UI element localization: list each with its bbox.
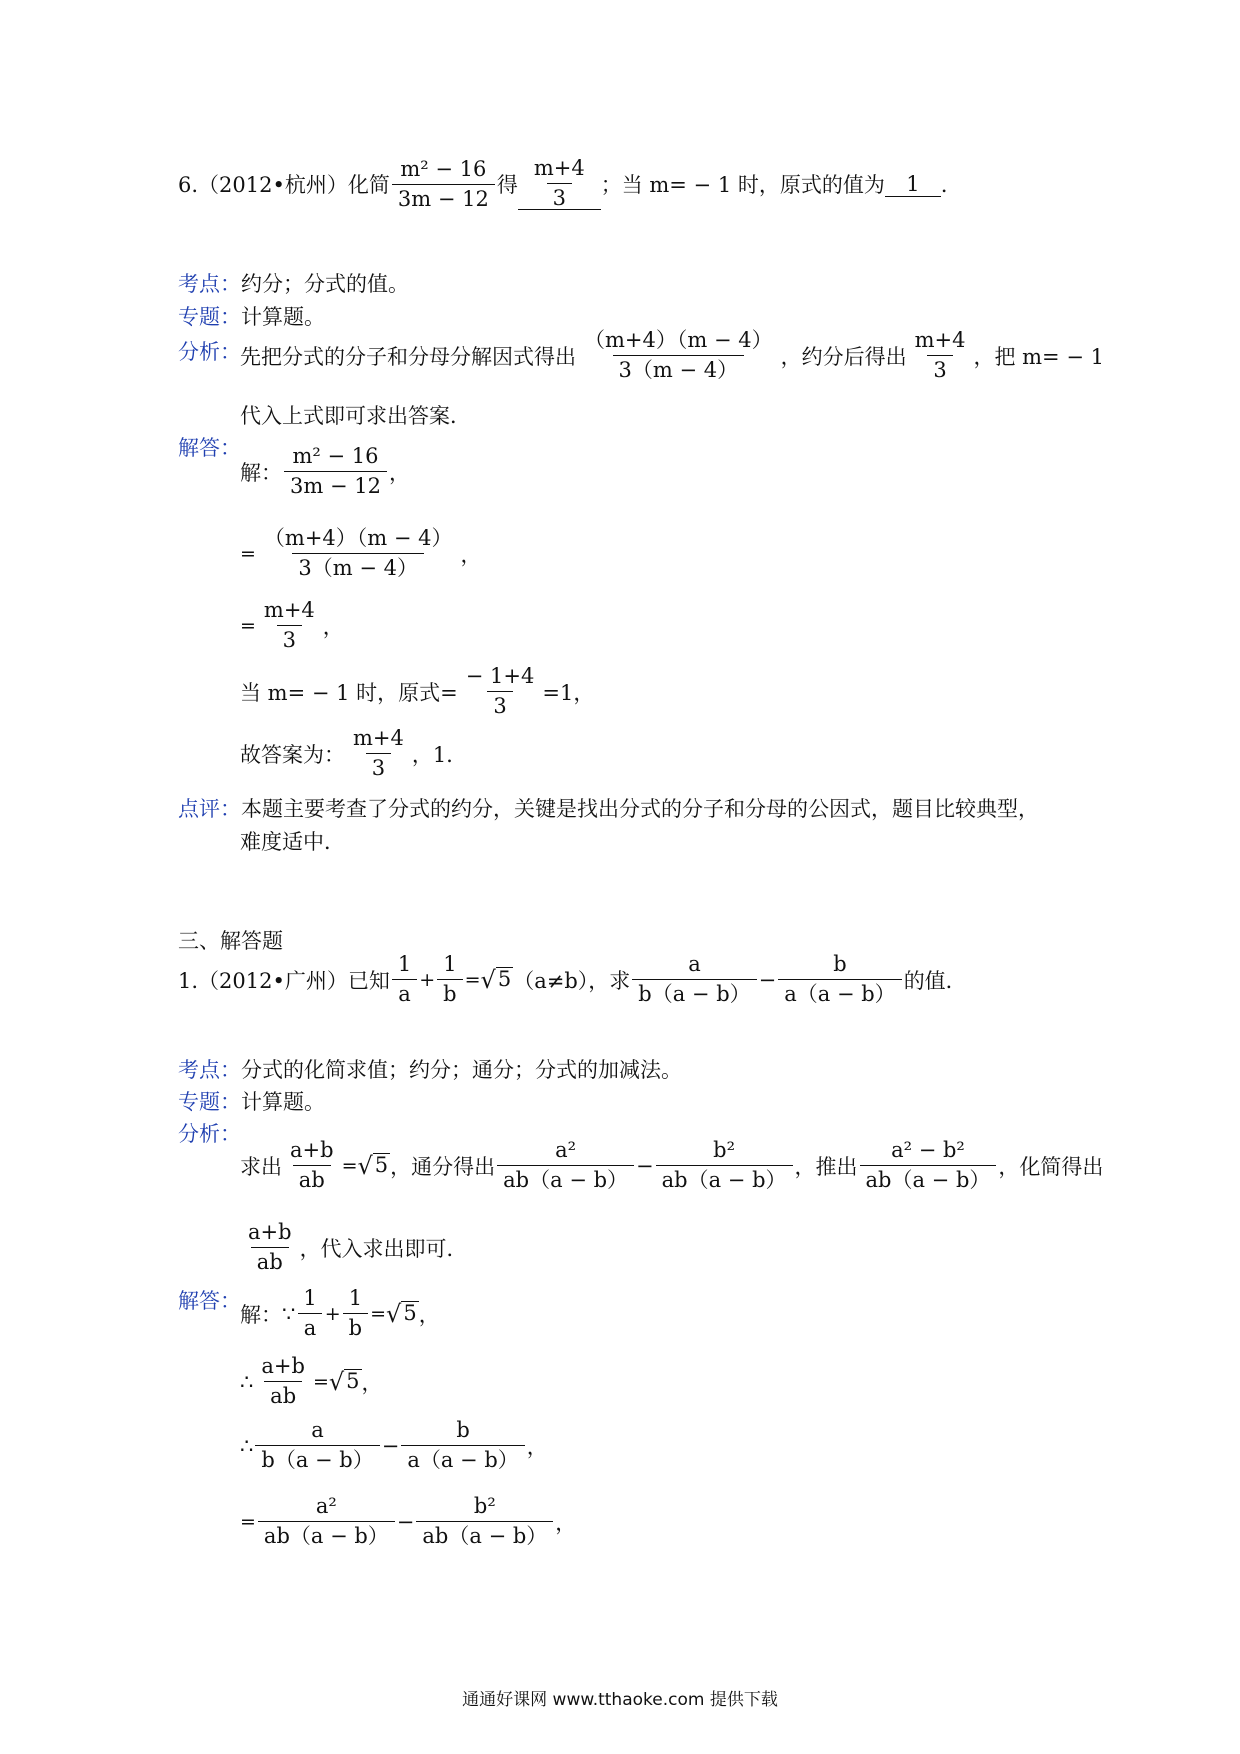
zhuanti-label: 专题：: [178, 1090, 241, 1114]
radicand: 5: [374, 1153, 389, 1178]
q6-fenxi-label: 分析：: [178, 340, 241, 364]
denominator: ab（a − b）: [860, 1165, 997, 1191]
numerator: b²: [713, 1138, 736, 1162]
q6-dianping: [178, 793, 1039, 823]
zhuanti-text: 计算题。: [241, 305, 325, 329]
numerator: m+4: [533, 156, 585, 180]
q1-cond: （a≠b），求: [513, 968, 631, 993]
denominator: ab（a − b）: [497, 1165, 634, 1191]
q1-step2: [240, 1356, 383, 1407]
jie-text: 解：: [240, 1302, 282, 1327]
numerator: 1: [397, 952, 412, 976]
fenxi-text: ，通分得出: [390, 1154, 496, 1179]
denominator: b: [437, 979, 462, 1005]
minus: −: [636, 1153, 654, 1178]
fenxi-text: 求出: [240, 1154, 282, 1179]
plus: +: [324, 1302, 341, 1325]
step-text: =1，: [542, 680, 595, 705]
numerator: a: [688, 952, 701, 976]
denominator: b: [343, 1313, 368, 1339]
equals: =: [240, 1510, 256, 1533]
denominator: ab: [264, 1381, 302, 1407]
numerator: m² − 16: [292, 444, 379, 468]
numerator: m+4: [263, 598, 315, 622]
radicand: 5: [346, 1369, 360, 1394]
q6-answer-blank: [518, 158, 601, 210]
numerator: 1: [348, 1286, 363, 1310]
because-symbol: ∵: [282, 1301, 296, 1326]
denominator: a（a − b）: [401, 1445, 524, 1471]
step-text: 当 m= − 1 时，原式=: [240, 680, 458, 705]
denominator: a: [392, 979, 417, 1005]
numerator: a²: [315, 1494, 337, 1518]
fenxi-text: ，代入求出即可．: [299, 1236, 468, 1261]
q1-stem-line: [178, 954, 967, 1005]
kaodian-label: 考点：: [178, 272, 241, 296]
q6-stem: 6.（2012•杭州）化简: [178, 173, 390, 197]
numerator: m+4: [353, 726, 404, 750]
denominator: 3（m − 4）: [292, 553, 424, 579]
numerator: m+4: [914, 328, 966, 352]
q6-de: 得: [496, 173, 518, 197]
denominator: ab（a − b）: [258, 1521, 395, 1547]
denominator: 3: [366, 753, 391, 779]
q6-mid-text: ；当 m= − 1 时，原式的值为: [600, 173, 885, 197]
q6-step2: [240, 528, 482, 579]
plus: +: [419, 968, 436, 991]
denominator: ab（a − b）: [416, 1521, 553, 1547]
therefore-symbol: ∴: [240, 1433, 254, 1458]
q6-fenxi-line2: 代入上式即可求出答案．: [240, 404, 471, 428]
denominator: 3: [927, 355, 952, 381]
q1-zhuanti: [178, 1086, 325, 1116]
step-text: 故答案为：: [240, 742, 345, 767]
zhuanti-label: 专题：: [178, 305, 241, 329]
equals: =: [312, 1370, 329, 1393]
numerator: 1: [443, 952, 457, 976]
denominator: ab: [293, 1165, 331, 1191]
sqrt-symbol: √ 5: [386, 1299, 417, 1328]
sqrt-symbol: √ 5: [328, 1367, 360, 1396]
q1-stem: 1.（2012•广州）已知: [178, 968, 390, 993]
numerator: b: [833, 952, 847, 976]
numerator: − 1+4: [465, 664, 535, 688]
minus: −: [396, 1509, 415, 1534]
fenxi-text: ，化简得出: [998, 1154, 1104, 1179]
denominator: a（a − b）: [778, 979, 901, 1005]
fenxi-text: ，约分后得出: [780, 344, 907, 369]
fenxi-text: 先把分式的分子和分母分解因式得出: [240, 344, 576, 369]
q6-zhuanti: [178, 301, 325, 331]
kaodian-label: 考点：: [178, 1058, 241, 1082]
fenxi-fraction: [578, 330, 779, 381]
numerator: a² − b²: [891, 1138, 965, 1162]
q6-stem-line: [178, 158, 962, 210]
comma: ，: [418, 1302, 440, 1327]
jie-text: 解：: [240, 460, 282, 485]
q1-step4: [240, 1496, 576, 1547]
fenxi-text: ，推出: [794, 1154, 858, 1179]
dianping-text: 本题主要考查了分式的约分，关键是找出分式的分子和分母的公因式，题目比较典型，: [241, 797, 1039, 821]
q6-fenxi-line1: [240, 330, 1104, 381]
minus: −: [381, 1433, 400, 1458]
q1-jieda-label: 解答：: [178, 1289, 241, 1313]
numerator: b: [456, 1418, 470, 1442]
q6-dianping-line2: 难度适中．: [240, 830, 345, 854]
denominator: b（a − b）: [632, 979, 756, 1005]
numerator: a+b: [261, 1354, 305, 1378]
section-title: 三、解答题: [178, 929, 283, 953]
equals: =: [240, 614, 256, 637]
numerator: a: [311, 1418, 324, 1442]
comma: ，: [555, 1510, 577, 1535]
zhuanti-text: 计算题。: [241, 1090, 325, 1114]
denominator: 3（m − 4）: [613, 355, 745, 381]
q1-fenxi-line1: [240, 1140, 1103, 1191]
numerator: （m+4）（m − 4）: [263, 526, 453, 550]
denominator: 3m − 12: [284, 471, 387, 497]
q1-fenxi-line2: [240, 1222, 468, 1273]
numerator: b²: [473, 1494, 496, 1518]
numerator: （m+4）（m − 4）: [584, 328, 773, 352]
equals: =: [341, 1154, 358, 1177]
denominator: ab: [251, 1247, 289, 1273]
q6-step5: [240, 728, 467, 779]
fenxi-text: ，把 m= − 1: [973, 344, 1104, 369]
numerator: a+b: [290, 1138, 334, 1162]
radicand: 5: [497, 967, 512, 992]
denominator: a: [298, 1313, 323, 1339]
kaodian-text: 分式的化简求值；约分；通分；分式的加减法。: [241, 1058, 682, 1082]
therefore-symbol: ∴: [240, 1369, 254, 1394]
sqrt-symbol: √ 5: [480, 965, 512, 994]
minus: −: [758, 967, 777, 992]
equals: =: [464, 968, 481, 991]
q6-step3: [240, 600, 344, 651]
equals: =: [370, 1302, 387, 1325]
numerator: a²: [555, 1138, 577, 1162]
numerator: 1: [303, 1286, 317, 1310]
step-text: ，1．: [411, 742, 468, 767]
denominator: 3: [487, 691, 512, 717]
denominator: ab（a − b）: [656, 1165, 793, 1191]
q6-step1: [240, 446, 410, 497]
q6-jieda-label: 解答：: [178, 436, 241, 460]
numerator: m² − 16: [400, 156, 487, 181]
page-footer: 通通好课网 www.tthaoke.com 提供下载: [462, 1690, 778, 1710]
comma: ，: [361, 1370, 383, 1395]
radicand: 5: [403, 1301, 417, 1326]
denominator: 3: [547, 183, 572, 209]
denominator: 3m − 12: [392, 184, 495, 210]
fenxi-fraction: [909, 330, 972, 381]
numerator: a+b: [248, 1220, 292, 1244]
q1-step3: [240, 1420, 548, 1471]
comma: ，: [388, 460, 410, 485]
denominator: b（a − b）: [255, 1445, 379, 1471]
q6-answer-value: 1: [885, 172, 941, 197]
denominator: 3: [277, 625, 302, 651]
q6-fraction: [392, 156, 495, 211]
q1-fenxi-label: 分析：: [178, 1122, 241, 1146]
q6-kaodian: [178, 268, 409, 298]
q1-step1: [240, 1288, 440, 1339]
dianping-label: 点评：: [178, 797, 241, 821]
comma: ，: [460, 542, 482, 567]
equals: =: [240, 542, 256, 565]
q1-tail: 的值．: [903, 968, 967, 993]
comma: ，: [526, 1434, 548, 1459]
q6-step4: [240, 666, 594, 717]
q1-kaodian: [178, 1054, 682, 1084]
kaodian-text: 约分；分式的值。: [241, 272, 409, 296]
q6-end: ．: [940, 173, 962, 197]
sqrt-symbol: √ 5: [357, 1151, 389, 1180]
comma: ，: [322, 614, 344, 639]
